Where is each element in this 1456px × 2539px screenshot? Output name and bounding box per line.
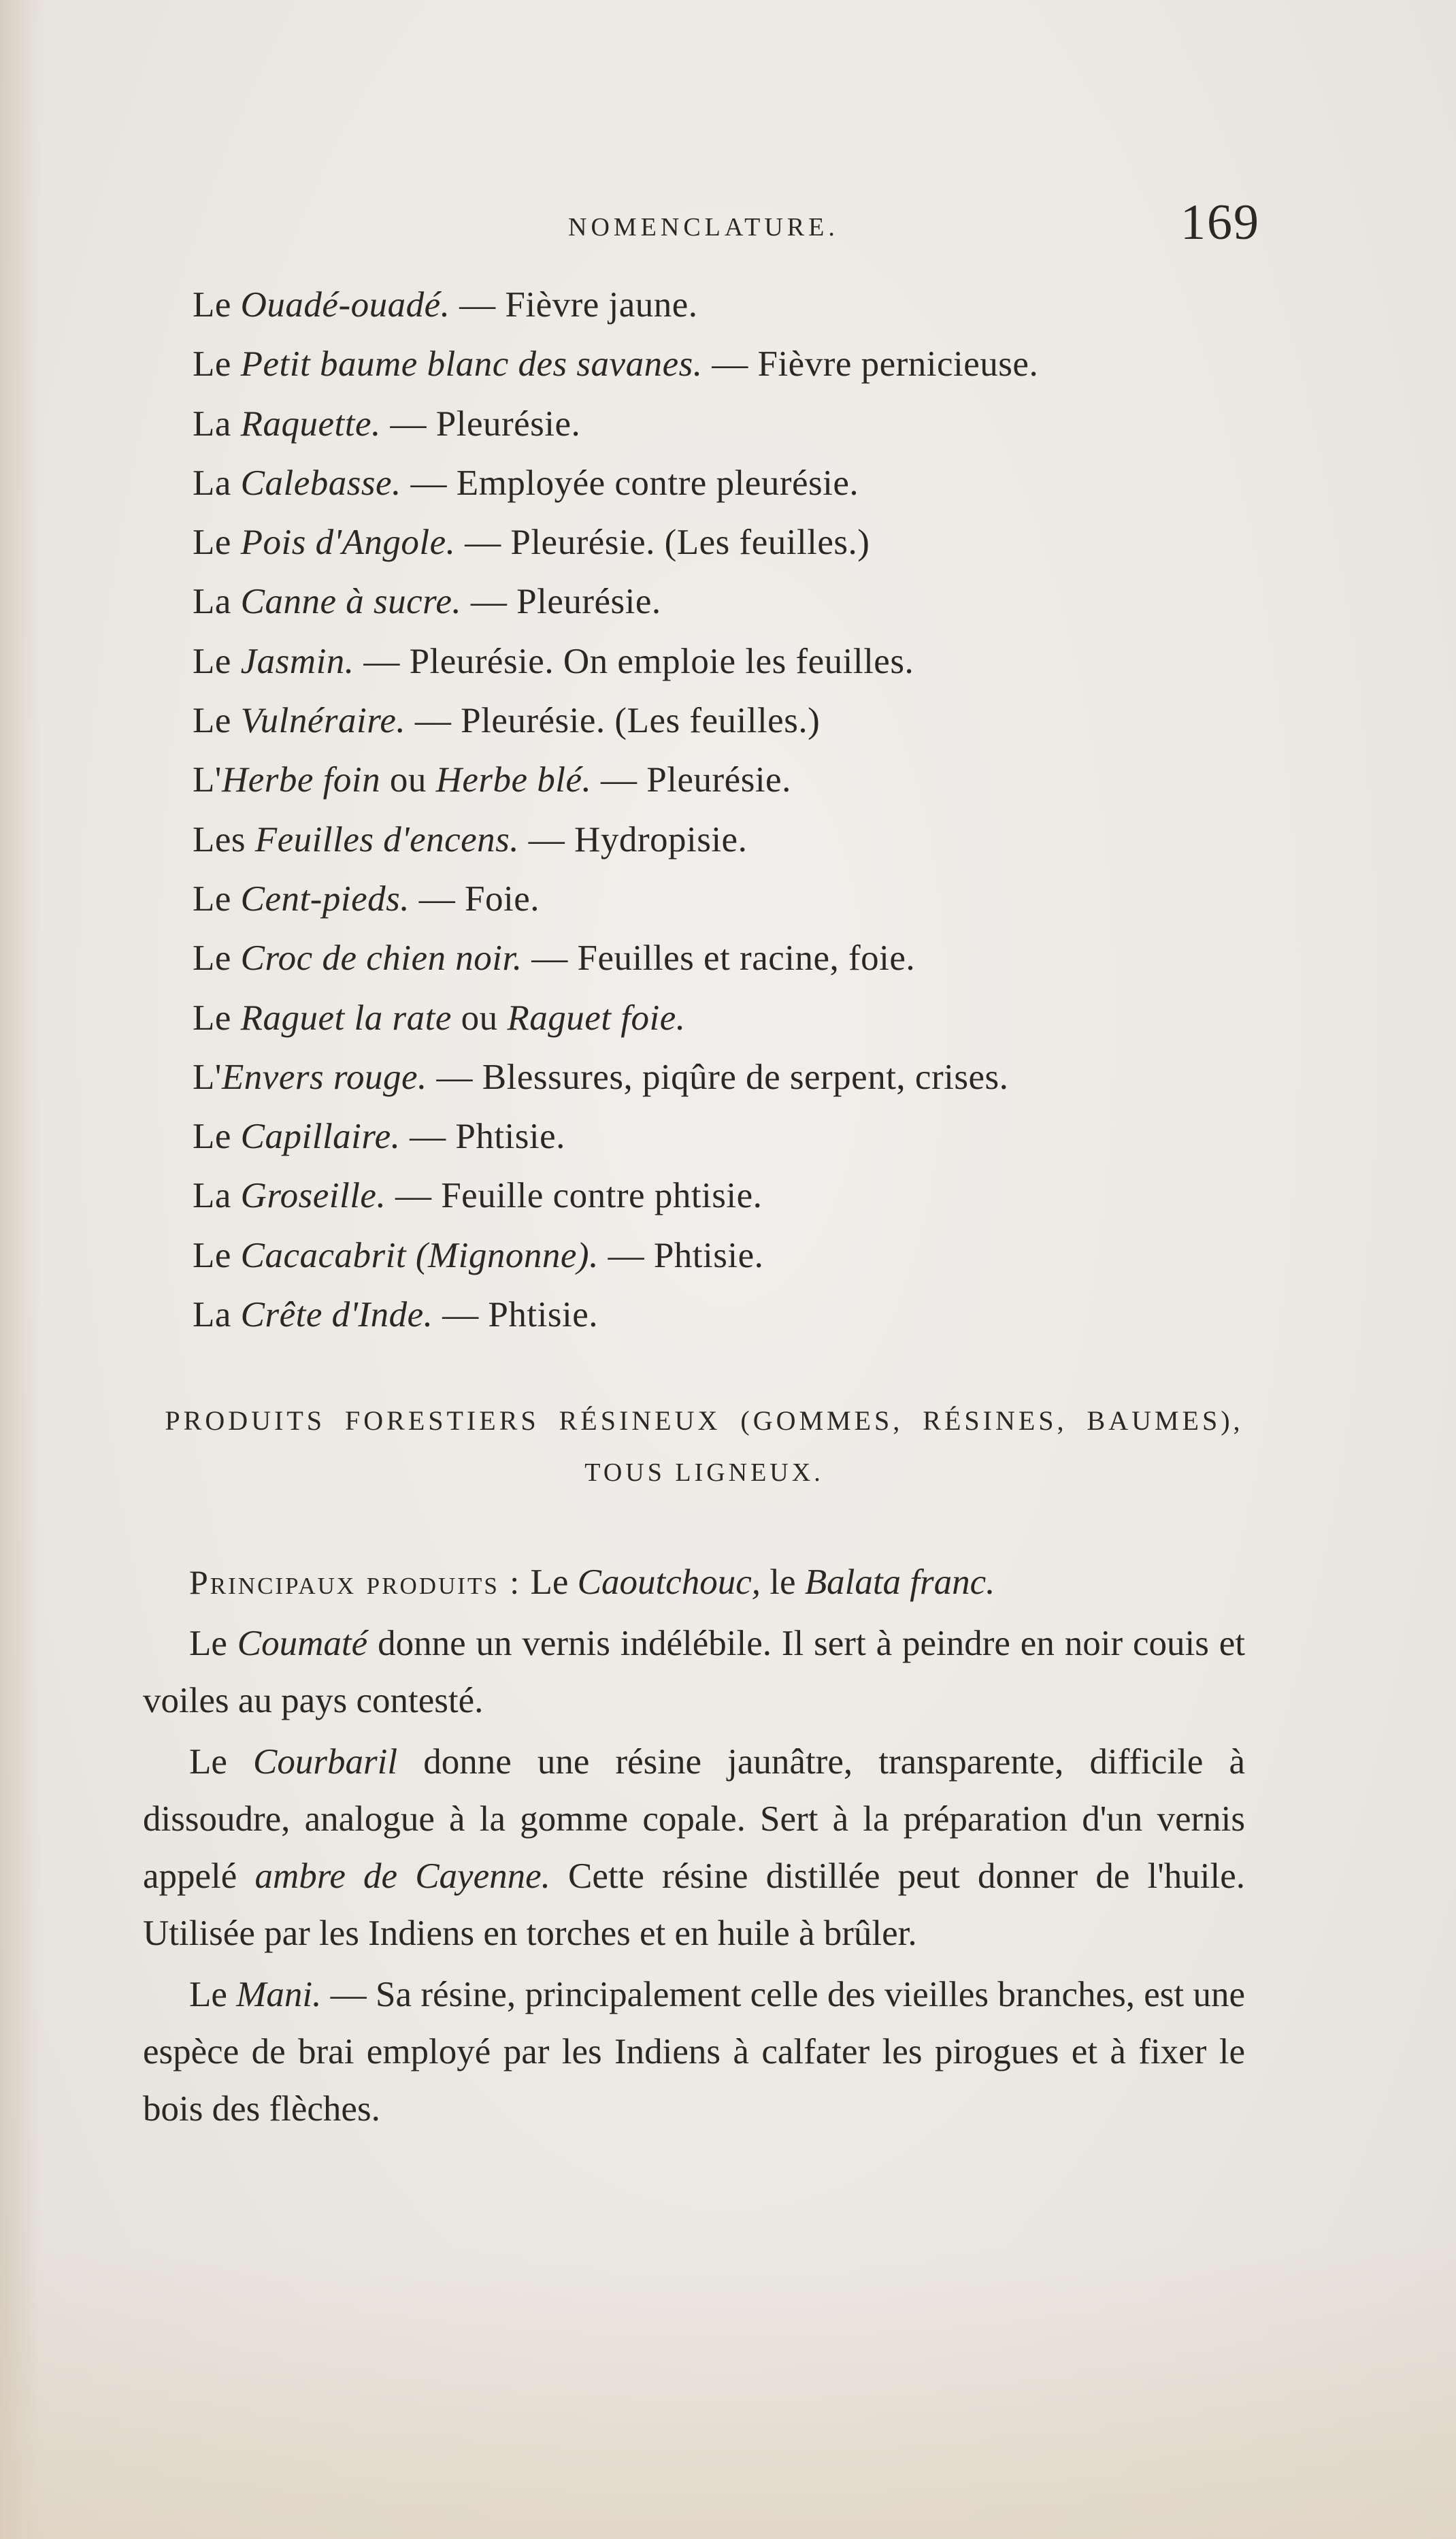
list-item: La Raquette. — Pleurésie. xyxy=(193,404,581,444)
list-item: L'Envers rouge. — Blessures, piqûre de serpent, crises. xyxy=(193,1057,1009,1097)
foxing-stain xyxy=(0,2246,1456,2539)
section-heading-line1: PRODUITS FORESTIERS RÉSINEUX (GOMMES, RÉSINES, BAUMES), xyxy=(165,1405,1244,1436)
list-item: Le Cacacabrit (Mignonne). — Phtisie. xyxy=(193,1235,764,1275)
list-item: Le Vulnéraire. — Pleurésie. (Les feuilles.) xyxy=(193,701,821,741)
body-text xyxy=(143,1554,1245,2137)
list-item: Le Capillaire. — Phtisie. xyxy=(193,1117,565,1157)
section-heading xyxy=(146,1390,1262,1504)
list-item: Le Cent-pieds. — Foie. xyxy=(193,879,540,919)
list-item: Le Ouadé-ouadé. — Fièvre jaune. xyxy=(193,285,698,325)
paragraph: Le Mani. — Sa résine, principalement celle des vieilles branches, est une espèce de brai employé par les Indiens à calfater les pirogues et à fixer le bois des flèches. xyxy=(143,1975,1245,2129)
list-item: La Groseille. — Feuille contre phtisie. xyxy=(193,1176,763,1216)
list-item: Le Pois d'Angole. — Pleurésie. (Les feuilles.) xyxy=(193,523,870,563)
list-item: Les Feuilles d'encens. — Hydropisie. xyxy=(193,819,748,859)
list-item: L'Herbe foin ou Herbe blé. — Pleurésie. xyxy=(193,760,791,800)
list-item: La Calebasse. — Employée contre pleurésie. xyxy=(193,463,859,503)
list-item: Le Croc de chien noir. — Feuilles et racine, foie. xyxy=(193,938,916,979)
paragraph: Le Coumaté donne un vernis indélébile. Il sert à peindre en noir couis et voiles au pays contesté. xyxy=(143,1624,1245,1720)
list-item: Le Jasmin. — Pleurésie. On emploie les feuilles. xyxy=(193,641,914,681)
list-item: La Canne à sucre. — Pleurésie. xyxy=(193,582,661,622)
plant-list xyxy=(193,276,1295,1345)
paragraph: Le Courbaril donne une résine jaunâtre, transparente, difficile à dissoudre, analogue à la gomme copale. Sert à la préparation d'un vernis appelé ambre de Cayenne. Cette résine distillée peut donner de l'huile. Utilisée par les Indiens en torches et en huile à brûler. xyxy=(143,1742,1245,1953)
list-item: Le Raguet la rate ou Raguet foie. xyxy=(193,998,686,1038)
list-item: La Crête d'Inde. — Phtisie. xyxy=(193,1295,598,1335)
section-heading-line2: TOUS LIGNEUX. xyxy=(584,1458,824,1487)
page-edge-shadow xyxy=(0,0,41,2539)
list-item: Le Petit baume blanc des savanes. — Fièvre pernicieuse. xyxy=(193,344,1039,384)
page-number: 169 xyxy=(1180,195,1260,250)
paragraph: Principaux produits : Le Caoutchouc, le Balata franc. xyxy=(189,1562,995,1602)
running-header: NOMENCLATURE. xyxy=(568,213,839,242)
